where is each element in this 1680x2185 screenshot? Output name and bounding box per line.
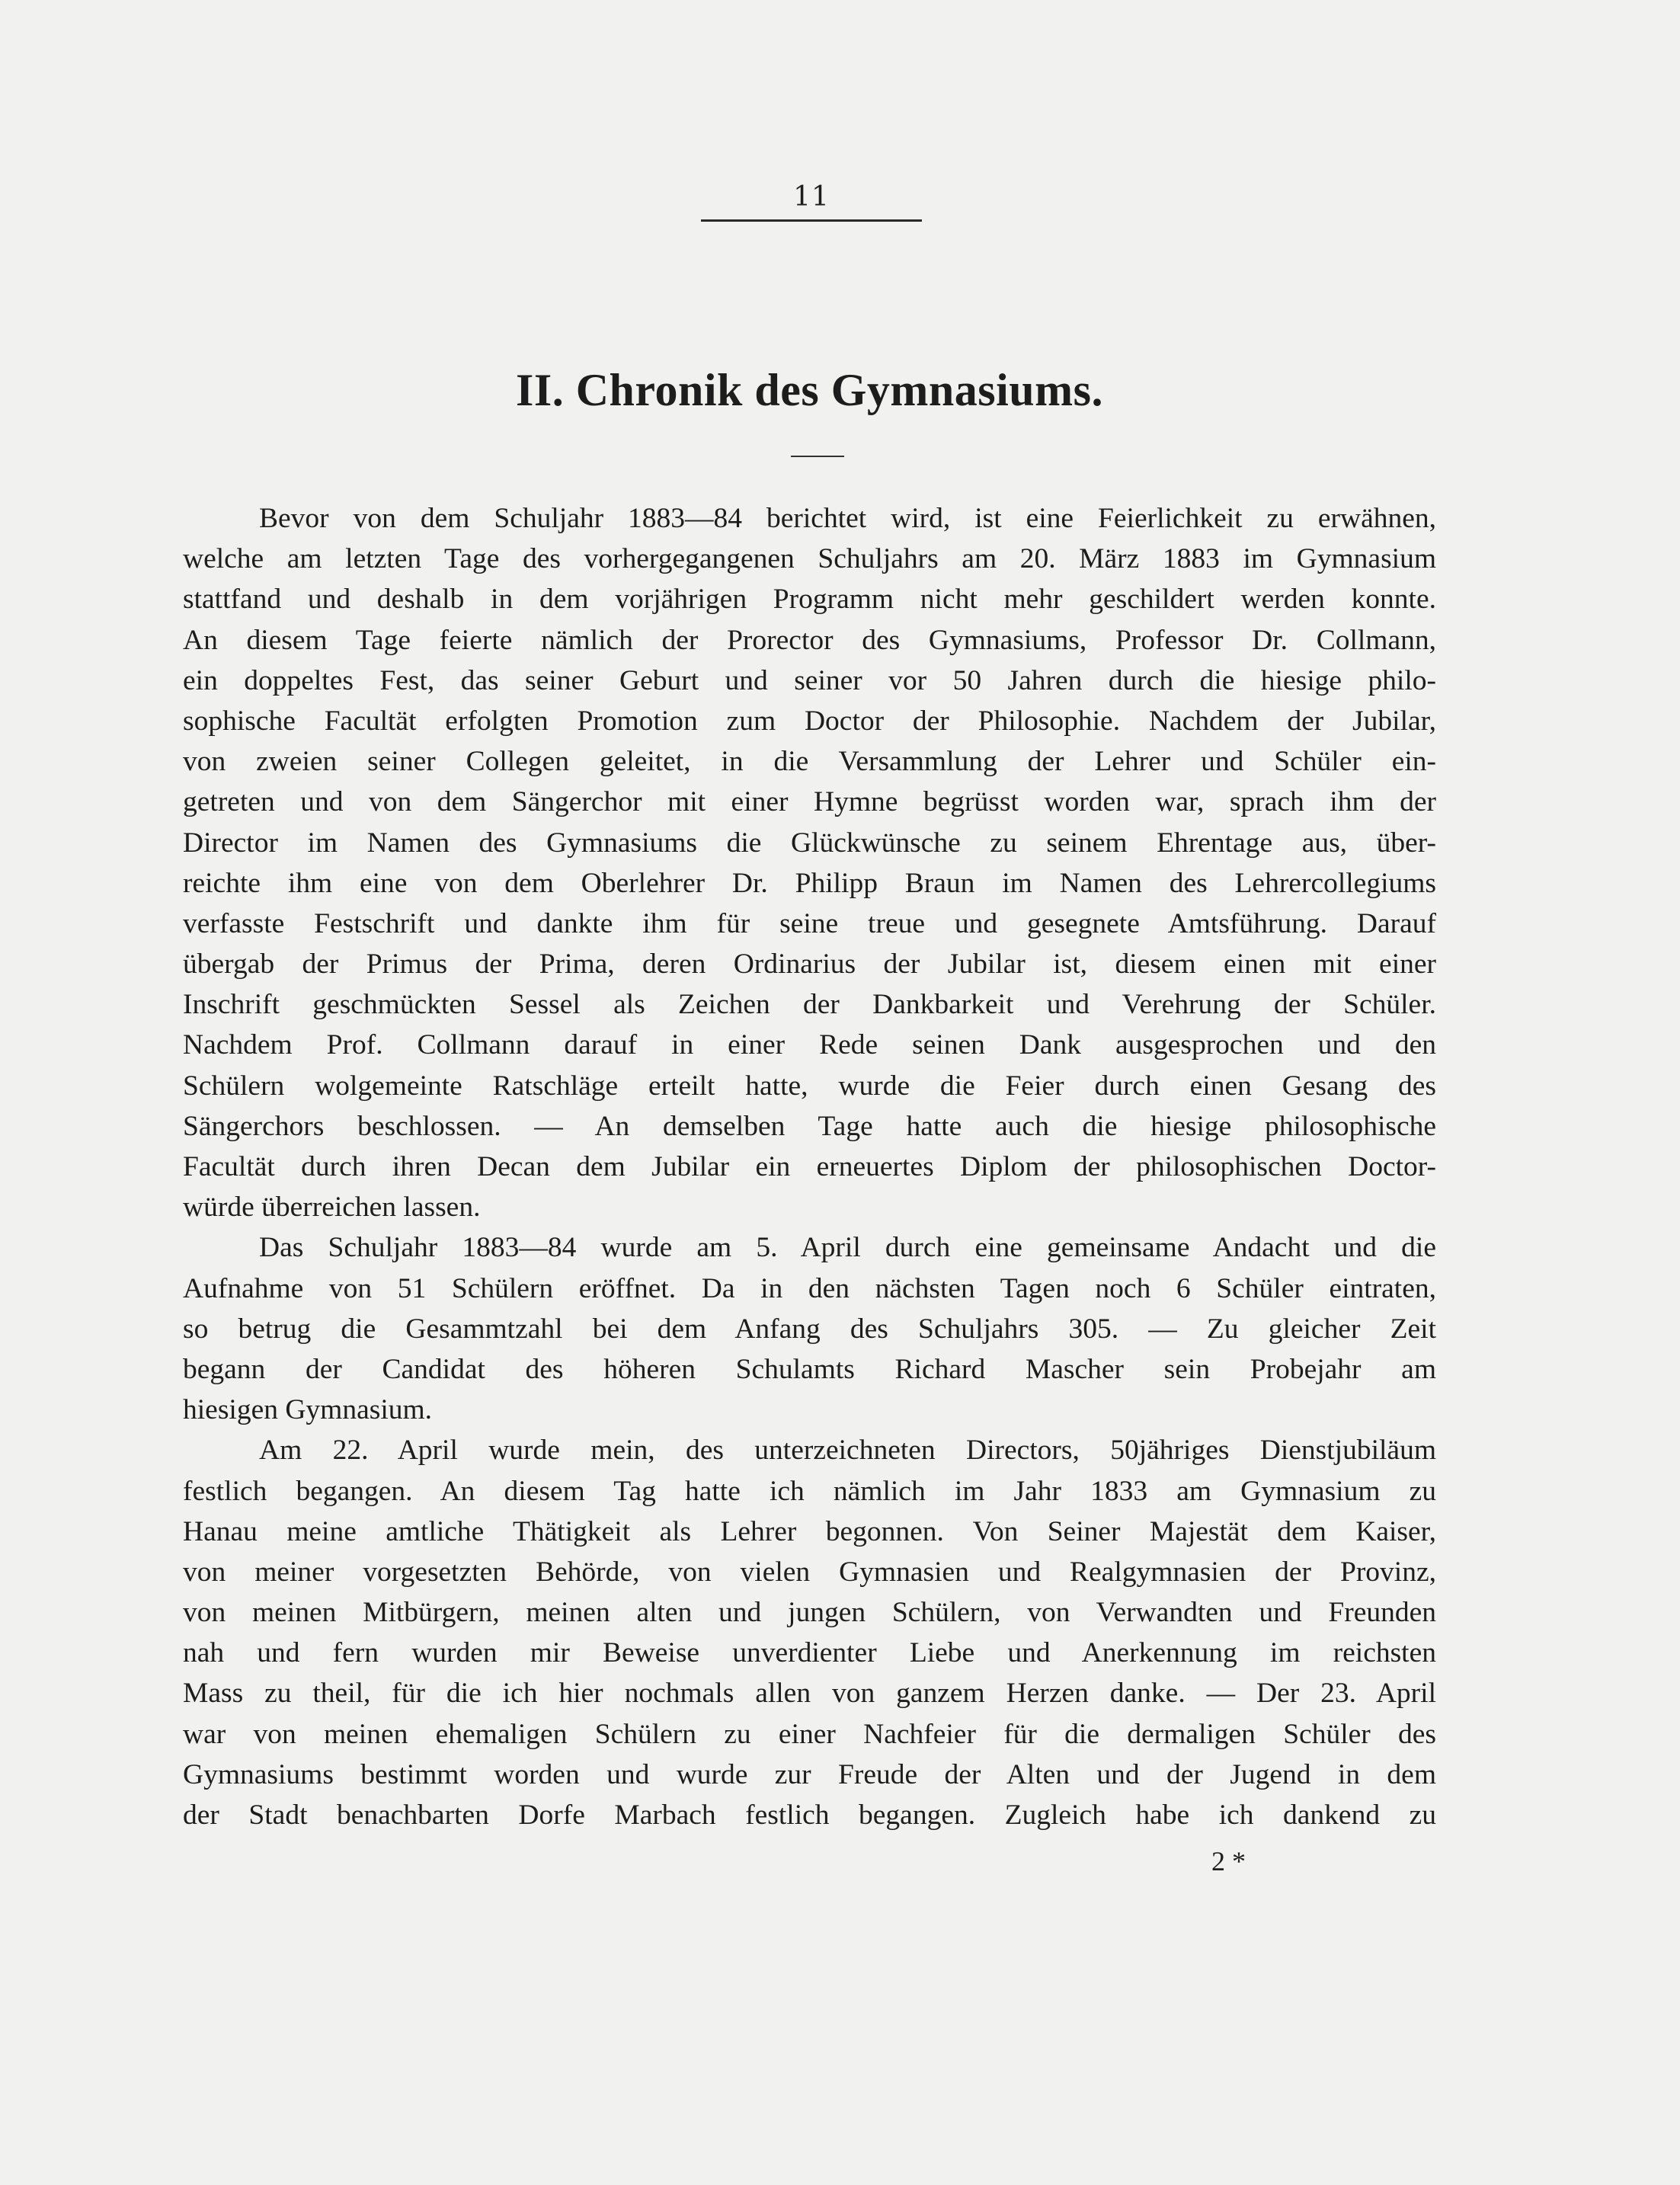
text-line: verfasste Festschrift und dankte ihm für seine treue und gesegnete Amtsführung. Darauf xyxy=(183,907,1436,939)
text-line: reichte ihm eine von dem Oberlehrer Dr. Philipp Braun im Namen des Lehrercollegiums xyxy=(183,867,1436,899)
text-line: würde überreichen lassen. xyxy=(183,1192,481,1224)
page-number-rule xyxy=(701,219,922,222)
body-text xyxy=(183,498,1436,1835)
text-line: sophische Facultät erfolgten Promotion zum Doctor der Philosophie. Nachdem der Jubilar, xyxy=(183,705,1436,737)
text-line: Schülern wolgemeinte Ratschläge erteilt hatte, wurde die Feier durch einen Gesang des xyxy=(183,1070,1436,1102)
text-line: Director im Namen des Gymnasiums die Glückwünsche zu seinem Ehrentage aus, über- xyxy=(183,827,1436,859)
text-line: war von meinen ehemaligen Schülern zu einer Nachfeier für die dermaligen Schüler des xyxy=(183,1718,1436,1750)
text-line: welche am letzten Tage des vorhergegangenen Schuljahrs am 20. März 1883 im Gymnasium xyxy=(183,543,1436,575)
text-line: von meinen Mitbürgern, meinen alten und jungen Schülern, von Verwandten und Freunden xyxy=(183,1597,1436,1629)
text-line: hiesigen Gymnasium. xyxy=(183,1394,433,1426)
text-line: Inschrift geschmückten Sessel als Zeichen der Dankbarkeit und Verehrung der Schüler. xyxy=(183,989,1436,1021)
text-line: Nachdem Prof. Collmann darauf in einer Rede seinen Dank ausgesprochen und den xyxy=(183,1029,1436,1061)
text-line: der Stadt benachbarten Dorfe Marbach festlich begangen. Zugleich habe ich dankend zu xyxy=(183,1800,1436,1831)
text-line: Bevor von dem Schuljahr 1883—84 berichtet wird, ist eine Feierlichkeit zu erwähnen, xyxy=(259,503,1436,534)
signature-mark: 2 * xyxy=(1211,1846,1246,1876)
text-line: Mass zu theil, für die ich hier nochmals allen von ganzem Herzen danke. — Der 23. April xyxy=(183,1678,1436,1710)
text-line: ein doppeltes Fest, das seiner Geburt und seiner vor 50 Jahren durch die hiesige philo- xyxy=(183,664,1436,696)
text-line: von zweien seiner Collegen geleitet, in die Versammlung der Lehrer und Schüler ein- xyxy=(183,746,1436,778)
text-line: Sängerchors beschlossen. — An demselben Tage hatte auch die hiesige philosophische xyxy=(183,1110,1436,1142)
text-line: Facultät durch ihren Decan dem Jubilar ein erneuertes Diplom der philosophischen Doctor- xyxy=(183,1151,1436,1182)
text-line: An diesem Tage feierte nämlich der Prorector des Gymnasiums, Professor Dr. Collmann, xyxy=(183,624,1436,656)
text-line: Hanau meine amtliche Thätigkeit als Lehrer begonnen. Von Seiner Majestät dem Kaiser, xyxy=(183,1515,1436,1547)
text-line: Am 22. April wurde mein, des unterzeichneten Directors, 50jähriges Dienstjubiläum xyxy=(259,1435,1436,1467)
text-line: von meiner vorgesetzten Behörde, von vielen Gymnasien und Realgymnasien der Provinz, xyxy=(183,1556,1436,1588)
title-rule xyxy=(791,456,844,457)
text-line: Gymnasiums bestimmt worden und wurde zur Freude der Alten und der Jugend in dem xyxy=(183,1758,1436,1790)
text-line: stattfand und deshalb in dem vorjährigen Programm nicht mehr geschildert werden konnte. xyxy=(183,584,1436,616)
text-line: begann der Candidat des höheren Schulamts Richard Mascher sein Probejahr am xyxy=(183,1353,1436,1385)
text-line: Aufnahme von 51 Schülern eröffnet. Da in den nächsten Tagen noch 6 Schüler eintraten, xyxy=(183,1272,1436,1304)
text-line: so betrug die Gesammtzahl bei dem Anfang des Schuljahrs 305. — Zu gleicher Zeit xyxy=(183,1313,1436,1345)
text-line: nah und fern wurden mir Beweise unverdienter Liebe und Anerkennung im reichsten xyxy=(183,1637,1436,1669)
text-line: getreten und von dem Sängerchor mit einer Hymne begrüsst worden war, sprach ihm der xyxy=(183,786,1436,818)
text-line: festlich begangen. An diesem Tag hatte ich nämlich im Jahr 1833 am Gymnasium zu xyxy=(183,1475,1436,1507)
page-number: 11 xyxy=(793,181,830,213)
chapter-title: II. Chronik des Gymnasiums. xyxy=(516,365,1103,415)
text-line: übergab der Primus der Prima, deren Ordinarius der Jubilar ist, diesem einen mit einer xyxy=(183,949,1436,981)
text-line: Das Schuljahr 1883—84 wurde am 5. April durch eine gemeinsame Andacht und die xyxy=(259,1232,1436,1264)
